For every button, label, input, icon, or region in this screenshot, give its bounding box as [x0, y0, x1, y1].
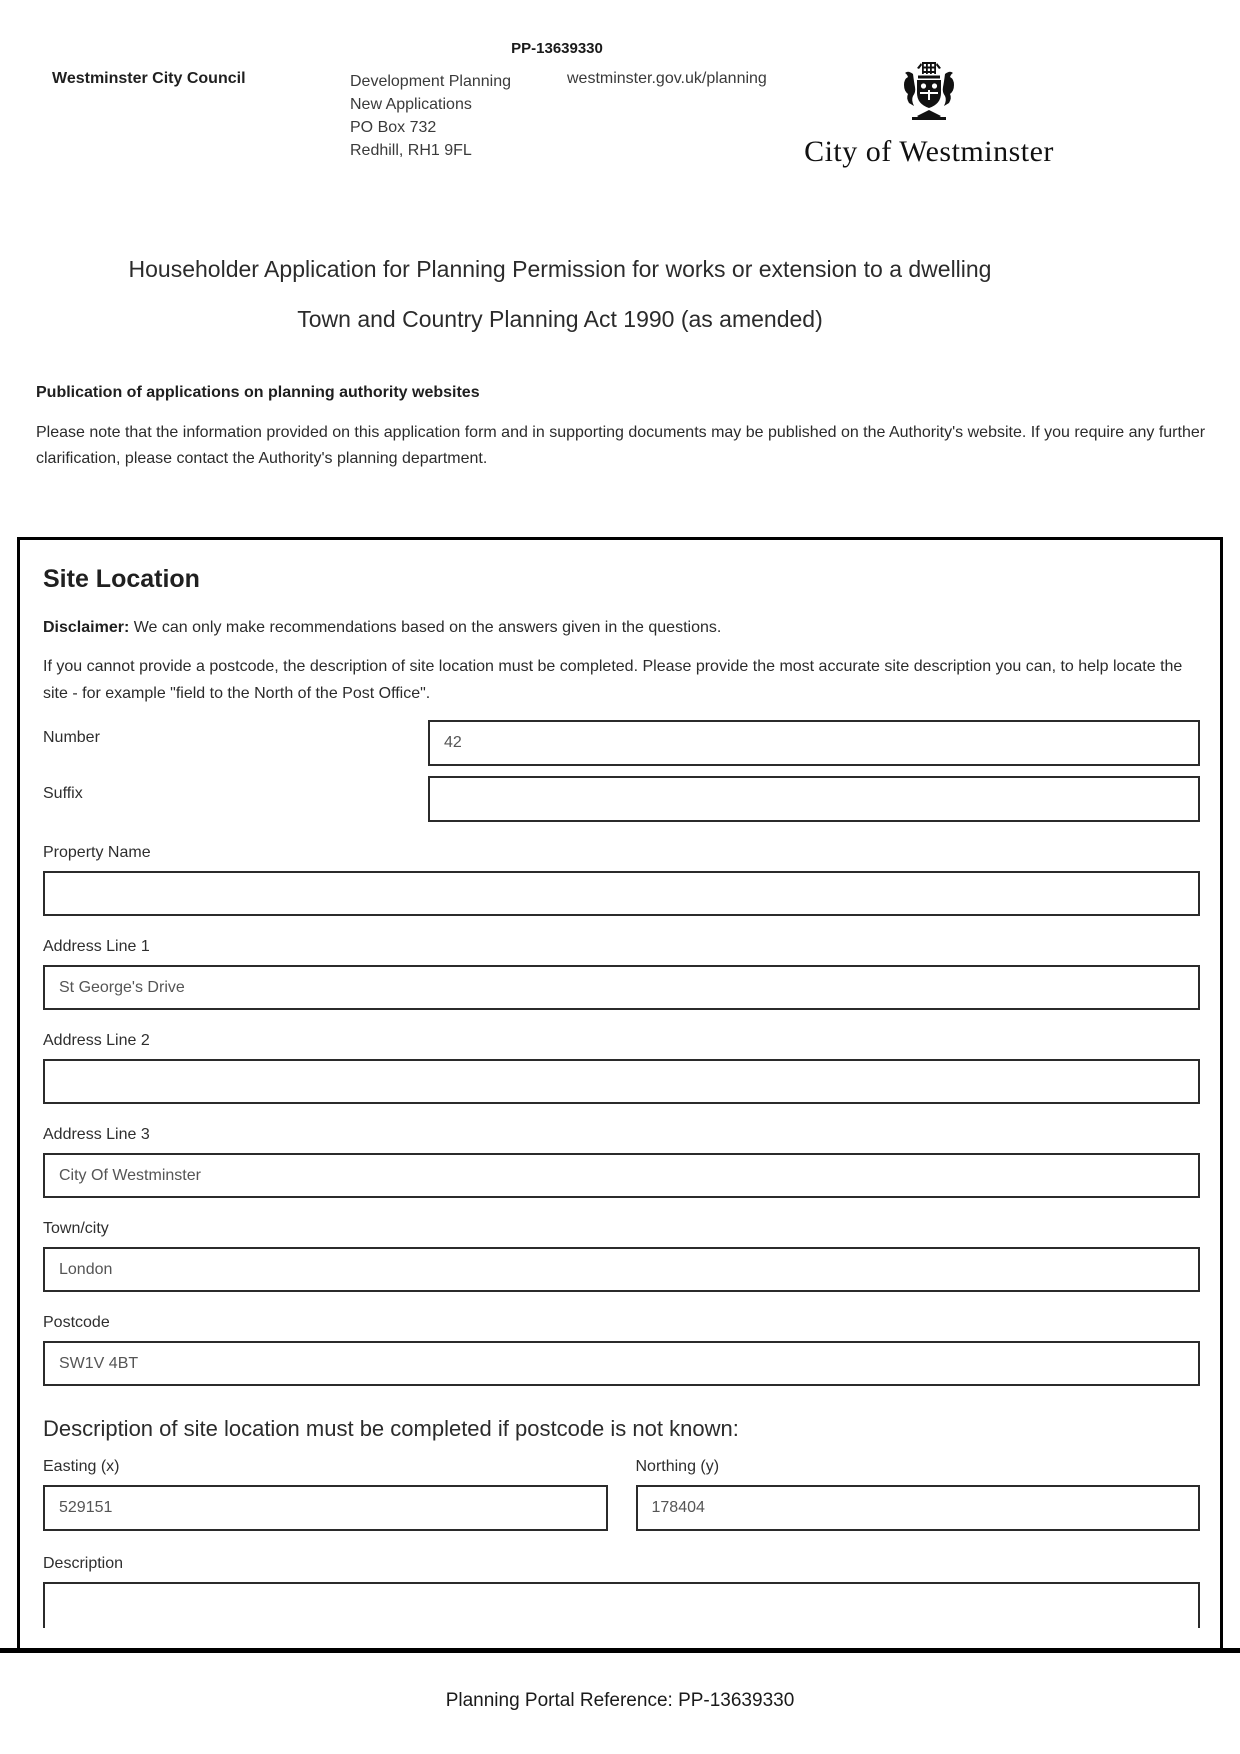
department-address-block	[350, 70, 511, 162]
address-line: Development Planning	[350, 73, 511, 90]
address-line-3-input[interactable]	[43, 1153, 1200, 1198]
address-line-2-input[interactable]	[43, 1059, 1200, 1104]
council-website-url: westminster.gov.uk/planning	[567, 70, 767, 87]
disclaimer-text	[43, 615, 1200, 641]
city-of-westminster-logo	[798, 62, 1060, 169]
postcode-label: Postcode	[43, 1314, 110, 1331]
address-line: PO Box 732	[350, 119, 437, 136]
postcode-input[interactable]	[43, 1341, 1200, 1386]
description-requirement-heading: Description of site location must be completed if postcode is not known:	[43, 1416, 739, 1441]
planning-reference-header: PP-13639330	[511, 40, 603, 57]
description-label: Description	[43, 1555, 124, 1572]
page-break-divider	[0, 1648, 1240, 1653]
easting-input[interactable]	[43, 1485, 608, 1531]
field-group-address-line-3	[43, 1126, 1200, 1198]
property-name-label: Property Name	[43, 844, 151, 861]
field-group-postcode	[43, 1314, 1200, 1386]
town-city-label: Town/city	[43, 1220, 109, 1237]
number-input[interactable]	[428, 720, 1200, 766]
publication-body: Please note that the information provided on this application form and in supporting documents may be published on the Authority's website. If you require any further clarification, please contact the Authority's planning department.	[36, 424, 1206, 467]
suffix-label: Suffix	[43, 785, 83, 802]
disclaimer-body: We can only make recommendations based on the answers given in the questions.	[133, 619, 722, 636]
council-name: Westminster City Council	[52, 70, 246, 87]
address-line-3-label: Address Line 3	[43, 1126, 150, 1143]
disclaimer-label: Disclaimer:	[43, 619, 130, 636]
northing-label: Northing (y)	[635, 1458, 720, 1475]
field-group-address-line-1	[43, 938, 1200, 1010]
address-line-2-label: Address Line 2	[43, 1032, 150, 1049]
form-title: Householder Application for Planning Permission for works or extension to a dwelling	[128, 256, 992, 282]
coordinates-row	[43, 1458, 1200, 1531]
field-group-property-name	[43, 844, 1200, 916]
field-group-town-city	[43, 1220, 1200, 1292]
field-row-number	[43, 720, 1200, 766]
field-group-address-line-2	[43, 1032, 1200, 1104]
northing-input[interactable]	[636, 1485, 1201, 1531]
town-city-input[interactable]	[43, 1247, 1200, 1292]
easting-label: Easting (x)	[43, 1458, 120, 1475]
field-group-description	[43, 1555, 1200, 1628]
field-group-easting	[43, 1458, 608, 1531]
westminster-crest-icon	[900, 62, 958, 132]
publication-heading: Publication of applications on planning authority websites	[36, 384, 480, 401]
address-line-1-input[interactable]	[43, 965, 1200, 1010]
number-label: Number	[43, 729, 100, 746]
form-subtitle: Town and Country Planning Act 1990 (as amended)	[297, 306, 823, 332]
logo-wordmark: City of Westminster	[804, 135, 1054, 168]
address-line-1-label: Address Line 1	[43, 938, 150, 955]
address-line: Redhill, RH1 9FL	[350, 142, 472, 159]
site-location-intro: If you cannot provide a postcode, the description of site location must be completed. Please provide the most accurate site description you can, to help locate the site - for example "field to the North of the Post Office".	[43, 658, 1183, 702]
property-name-input[interactable]	[43, 871, 1200, 916]
description-textarea[interactable]	[43, 1582, 1200, 1628]
suffix-input[interactable]	[428, 776, 1200, 822]
field-row-suffix	[43, 776, 1200, 822]
site-location-section	[17, 537, 1223, 1648]
address-line: New Applications	[350, 96, 472, 113]
planning-portal-reference-footer: Planning Portal Reference: PP-13639330	[445, 1690, 795, 1711]
field-group-northing	[636, 1458, 1201, 1531]
section-heading: Site Location	[43, 565, 200, 593]
